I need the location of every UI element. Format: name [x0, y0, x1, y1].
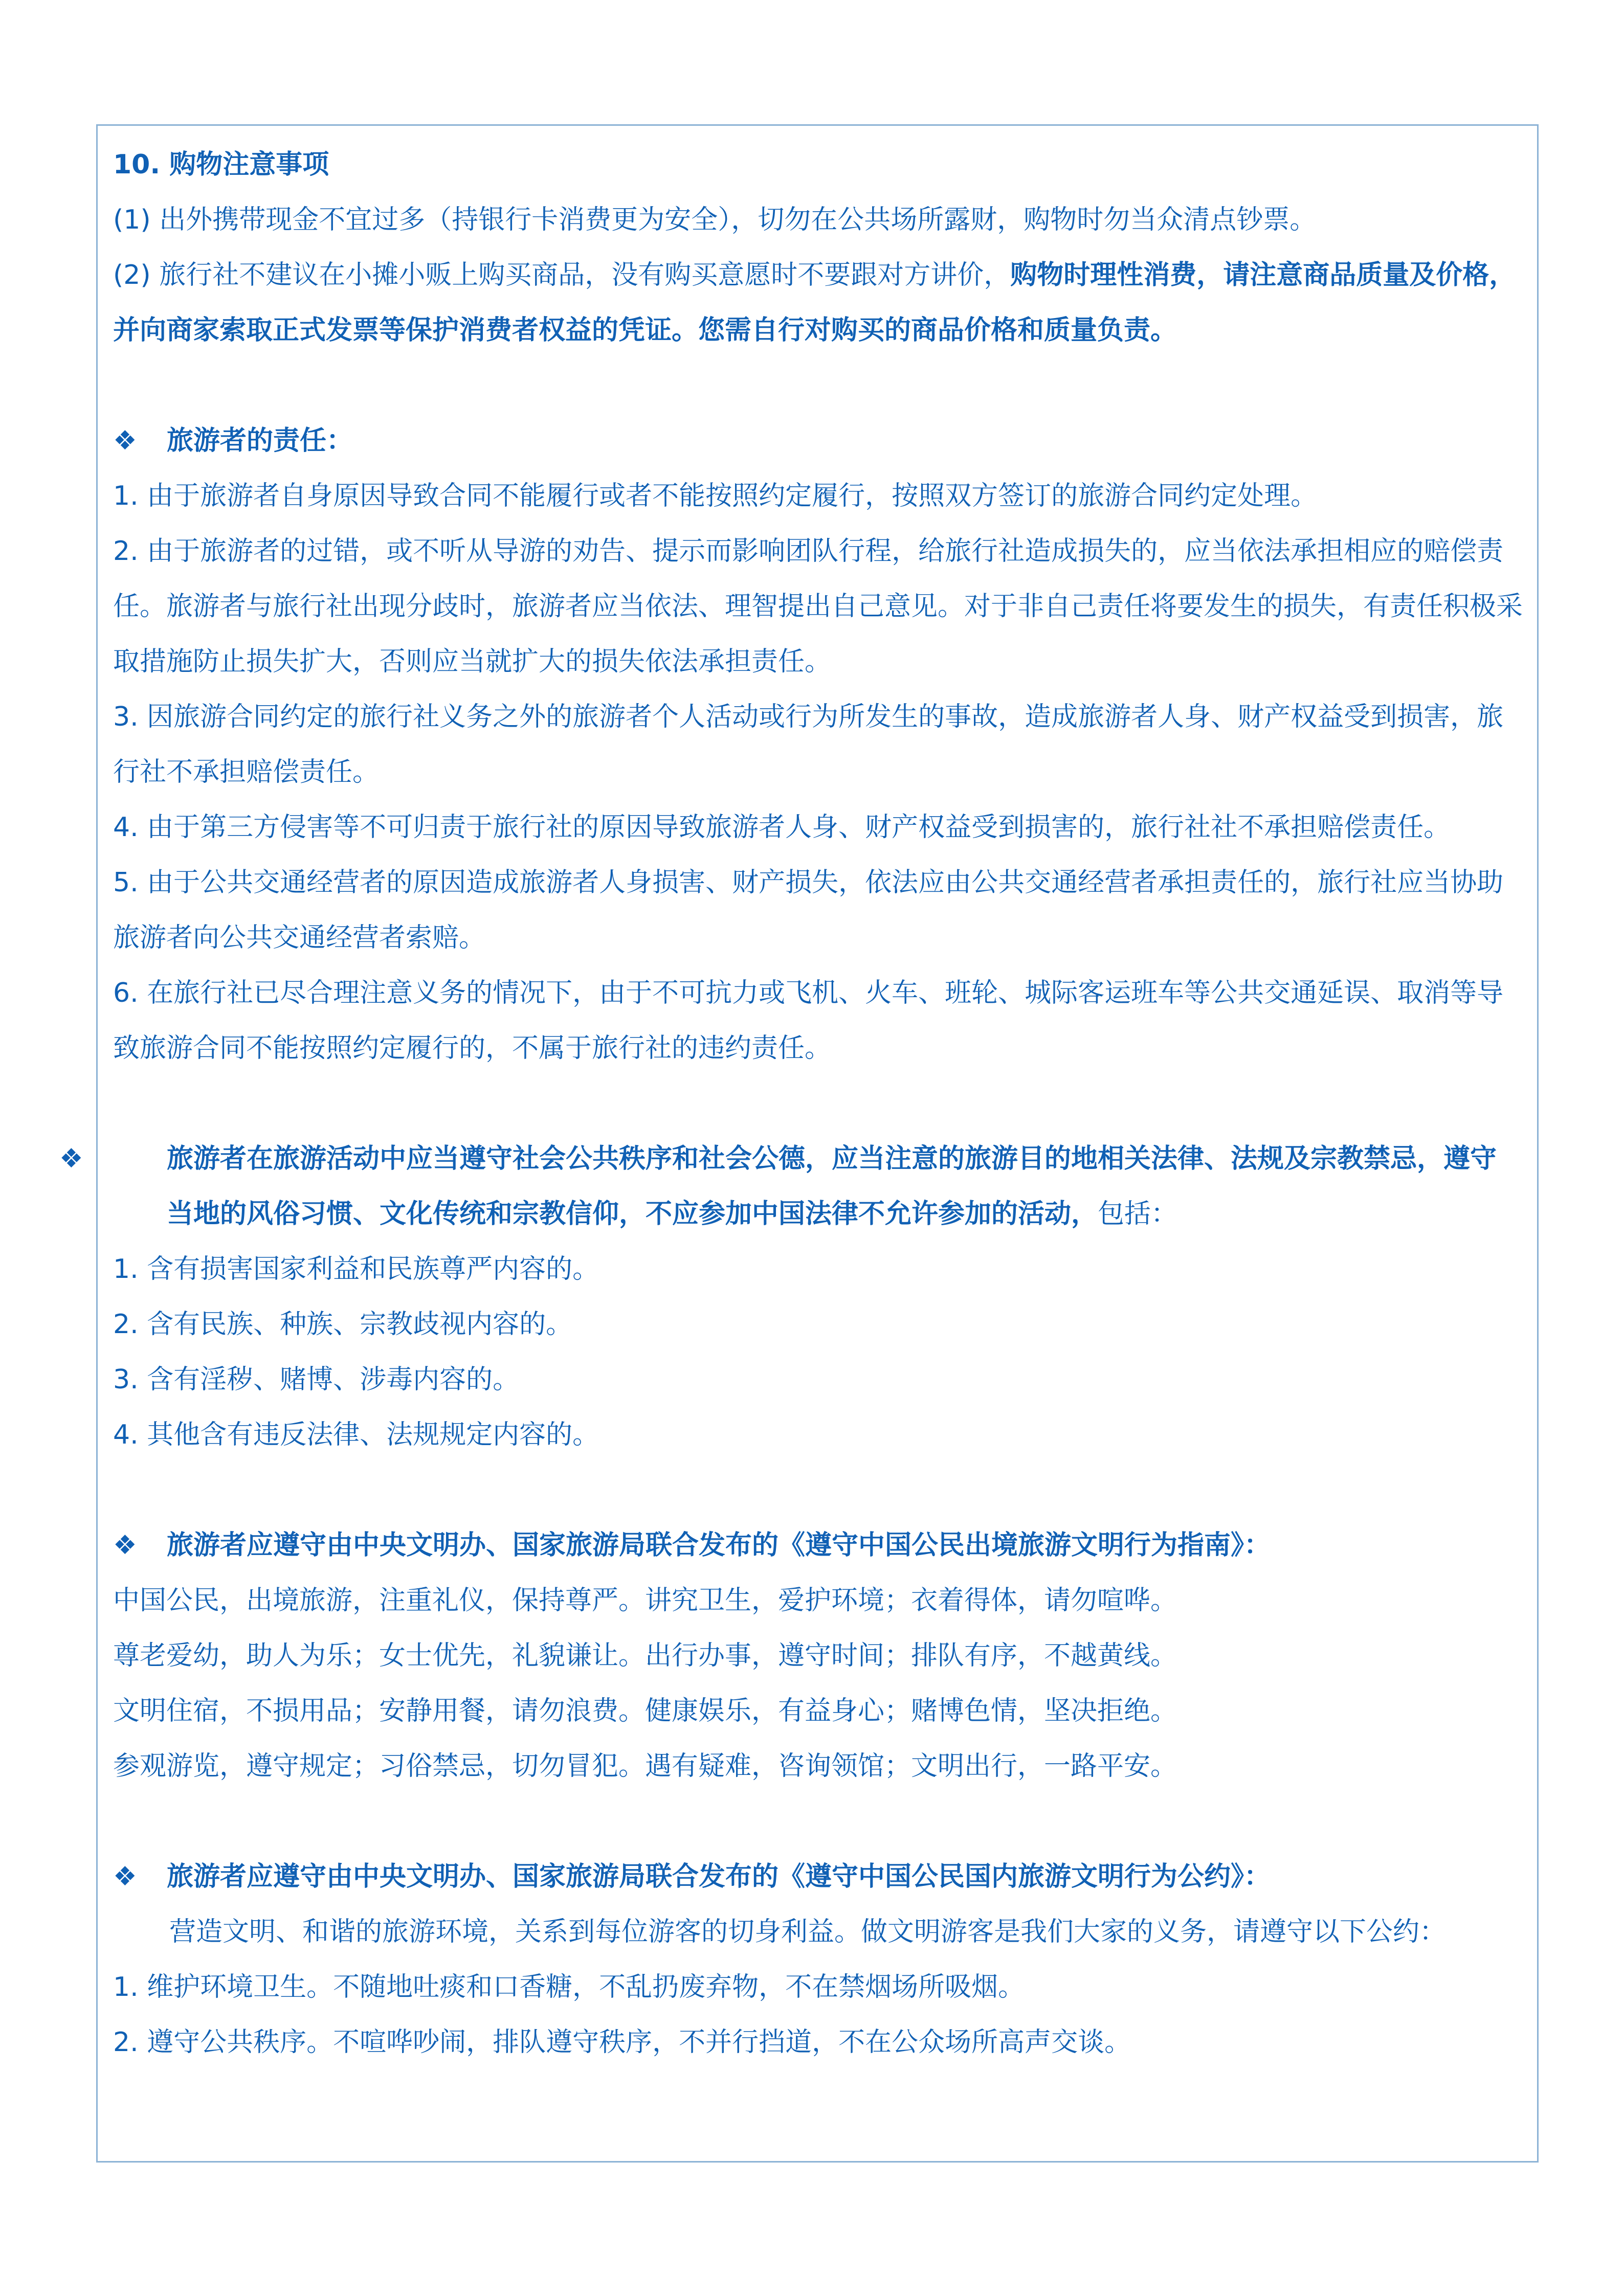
law-heading-tail: 包括： [1098, 1199, 1178, 1229]
responsibility-heading-text: 旅游者的责任： [167, 425, 353, 456]
responsibility-item-1: 1. 由于旅游者自身原因导致合同不能履行或者不能按照约定履行，按照双方签订的旅游合同约定处理。 [113, 481, 1318, 511]
outbound-heading [113, 1518, 1523, 1573]
spacer [113, 1076, 1523, 1131]
responsibility-heading [113, 413, 1523, 468]
domestic-heading [113, 1849, 1523, 1904]
shopping-item-2 [113, 247, 1523, 358]
shopping-title: 10. 购物注意事项 [113, 149, 329, 180]
law-item-1: 1. 含有损害国家利益和民族尊严内容的。 [113, 1254, 599, 1285]
shopping-item-1: (1) 出外携带现金不宜过多（持银行卡消费更为安全），切勿在公共场所露财，购物时勿当众清点钞票。 [113, 205, 1317, 235]
domestic-item-2: 2. 遵守公共秩序。不喧哗吵闹，排队遵守秩序，不并行挡道，不在公众场所高声交谈。 [113, 2027, 1131, 2058]
diamond-bullet-icon: ❖ [113, 425, 137, 456]
responsibility-item-4: 4. 由于第三方侵害等不可归责于旅行社的原因导致旅游者人身、财产权益受到损害的，旅行社社不承担赔偿责任。 [113, 812, 1451, 843]
outbound-line-2: 尊老爱幼，助人为乐；女士优先，礼貌谦让。出行办事，遵守时间；排队有序，不越黄线。 [113, 1640, 1177, 1671]
content-frame [59, 124, 1539, 2163]
outbound-line-4: 参观游览，遵守规定；习俗禁忌，切勿冒犯。遇有疑难，咨询领馆；文明出行，一路平安。 [113, 1751, 1177, 1782]
domestic-intro: 营造文明、和谐的旅游环境，关系到每位游客的切身利益。做文明游客是我们大家的义务，请遵守以下公约： [169, 1917, 1447, 1947]
spacer [113, 1794, 1523, 1849]
law-item-2: 2. 含有民族、种族、宗教歧视内容的。 [113, 1309, 573, 1340]
law-item-3: 3. 含有淫秽、赌博、涉毒内容的。 [113, 1364, 520, 1395]
responsibility-item-2: 2. 由于旅游者的过错，或不听从导游的劝告、提示而影响团队行程，给旅行社造成损失的，应当依法承担相应的赔偿责任。旅游者与旅行社出现分歧时，旅游者应当依法、理智提出自己意见。对于非自己责任将要发生的损失，有责任积极采取措施防止损失扩大，否则应当就扩大的损失依法承担责任。 [113, 536, 1523, 677]
shopping-item-2-text: (2) 旅行社不建议在小摊小贩上购买商品，没有购买意愿时不要跟对方讲价， [113, 260, 1011, 290]
diamond-bullet-icon: ❖ [59, 1143, 83, 1174]
responsibility-item-3: 3. 因旅游合同约定的旅行社义务之外的旅游者个人活动或行为所发生的事故，造成旅游者人身、财产权益受到损害，旅行社不承担赔偿责任。 [113, 702, 1504, 787]
diamond-bullet-icon: ❖ [113, 1530, 137, 1561]
shopping-item-2-bold: 购物时理性消费，请注意商品质量及价格，并向商家索取正式发票等保护消费者权益的凭证。您需自行对购买的商品价格和质量负责。 [113, 260, 1516, 346]
law-item-4: 4. 其他含有违反法律、法规规定内容的。 [113, 1420, 599, 1450]
law-heading [59, 1131, 1523, 1242]
domestic-heading-text: 旅游者应遵守由中央文明办、国家旅游局联合发布的《遵守中国公民国内旅游文明行为公约》： [167, 1861, 1271, 1892]
outbound-heading-text: 旅游者应遵守由中央文明办、国家旅游局联合发布的《遵守中国公民出境旅游文明行为指南》： [167, 1530, 1271, 1561]
diamond-bullet-icon: ❖ [113, 1861, 137, 1892]
outbound-line-3: 文明住宿，不损用品；安静用餐，请勿浪费。健康娱乐，有益身心；赌博色情，坚决拒绝。 [113, 1696, 1177, 1726]
law-heading-bold: 旅游者在旅游活动中应当遵守社会公共秩序和社会公德，应当注意的旅游目的地相关法律、法规及宗教禁忌，遵守当地的风俗习惯、文化传统和宗教信仰，不应参加中国法律不允许参加的活动， [167, 1143, 1497, 1229]
spacer [113, 1462, 1523, 1518]
responsibility-item-5: 5. 由于公共交通经营者的原因造成旅游者人身损害、财产损失，依法应由公共交通经营者承担责任的，旅行社应当协助旅游者向公共交通经营者索赔。 [113, 867, 1504, 953]
responsibility-item-6: 6. 在旅行社已尽合理注意义务的情况下，由于不可抗力或飞机、火车、班轮、城际客运班车等公共交通延误、取消等导致旅游合同不能按照约定履行的，不属于旅行社的违约责任。 [113, 978, 1504, 1064]
spacer [113, 358, 1523, 413]
outbound-line-1: 中国公民，出境旅游，注重礼仪，保持尊严。讲究卫生，爱护环境；衣着得体，请勿喧哗。 [113, 1585, 1177, 1616]
domestic-item-1: 1. 维护环境卫生。不随地吐痰和口香糖，不乱扔废弃物，不在禁烟场所吸烟。 [113, 1972, 1025, 2002]
